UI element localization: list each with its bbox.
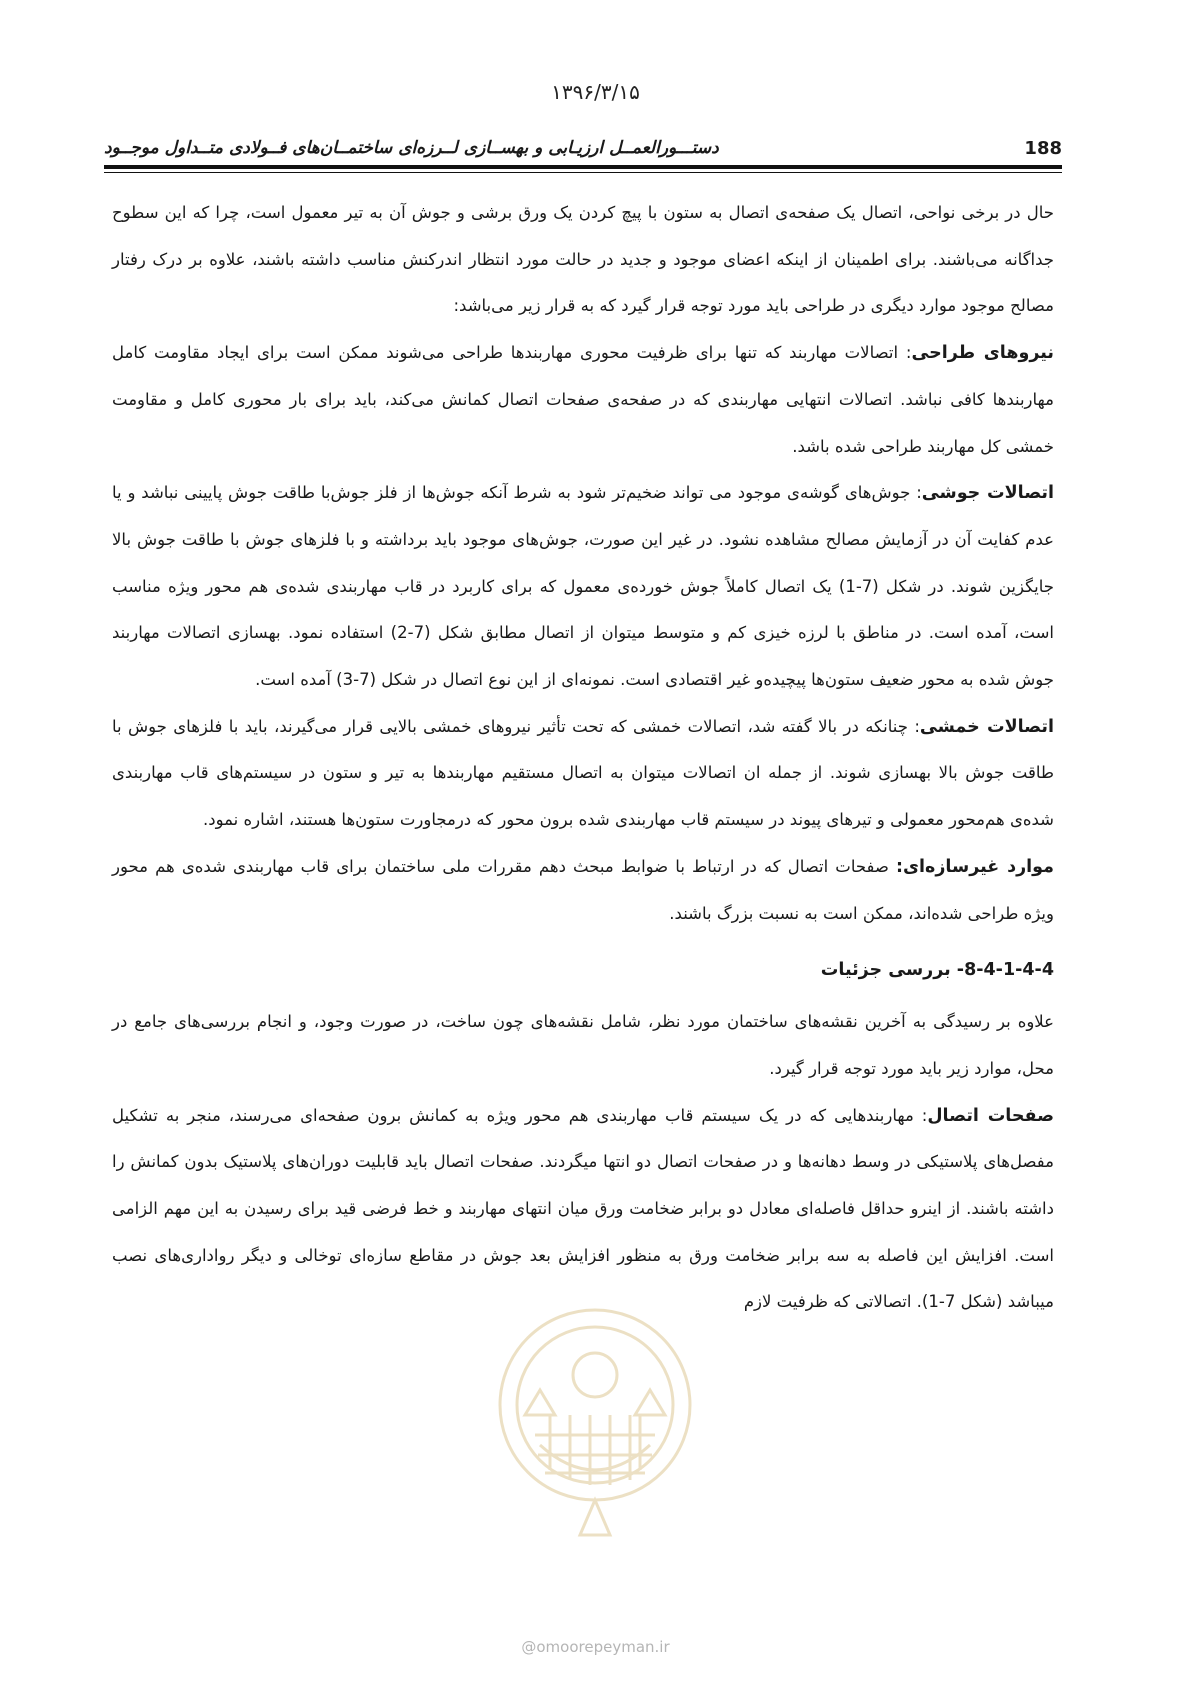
seal-emblem-icon [480,1295,710,1545]
term-design-forces: نیروهای طراحی [911,343,1054,364]
term-nonstructural: موارد غیرسازه‌ای: [895,856,1054,877]
text-gusset-plates: : مهاربندهایی که در یک سیستم قاب مهاربندی هم محور ویژه به کمانش برون صفحه‌ای می‌رسند، منجر به تشکیل مفصل‌های پلاستیکی در وسط دهانه‌ها و در صفحات اتصال دو انتها میگردند. صفحات اتصال باید قابلیت دوران‌های پلاستیک بدون کمانش را داشته باشند. از اینرو حداقل فاصله‌ای معادل دو برابر ضخامت ورق میان انتهای مهاربند و خط فرضی قید برای رسیدن به این مهم الزامی است. افزایش این فاصله به سه برابر ضخامت ورق به منظور افزایش بعد جوش در مقاطع سازه‌ای توخالی و دیگر رواداری‌های نصب میباشد (شکل 7-1). اتصالاتی که ظرفیت لازم [112,1105,1054,1312]
term-moment-connections: اتصالات خمشی [919,716,1054,737]
paragraph-welded-connections [112,470,1054,704]
section-heading: 8-4-1-4-4- بررسی جزئیات [820,960,1054,981]
paragraph-gusset-plates [112,1093,1054,1327]
term-gusset-plates: صفحات اتصال [927,1105,1054,1126]
text-nonstructural: صفحات اتصال که در ارتباط با ضوابط مبحث دهم مقررات ملی ساختمان برای قاب مهاربندی شده‌ی هم محور ویژه طراحی شده‌اند، ممکن است به نسبت بزرگ باشند. [112,856,1054,923]
paragraph-moment-connections [112,704,1054,844]
header-rule-thin [104,172,1062,173]
header-rule-thick [104,165,1062,169]
paragraph-details-intro: علاوه بر رسیدگی به آخرین نقشه‌های ساختمان مورد نظر، شامل نقشه‌های چون ساخت، در صورت وجود، و انجام بررسی‌های جامع در محل، موارد زیر باید مورد توجه قرار گیرد. [112,1012,1054,1078]
term-welded-connections: اتصالات جوشی [921,483,1055,504]
page-header [104,128,1062,168]
site-credit: @omoorepeyman.ir [521,1638,670,1656]
text-design-forces: : اتصالات مهاربند که تنها برای ظرفیت محوری مهاربندها طراحی می‌شوند ممکن است برای ایجاد مقاومت کامل مهاربندها کافی نباشد. اتصالات انتهایی مهاربندی که در صفحه‌ی صفحات اتصال کمانش می‌کند، باید برای بار محوری کامل و مقاومت خمشی کل مهاربند طراحی شده باشد. [112,343,1054,456]
document-date: ۱۳۹۶/۳/۱۵ [551,80,640,104]
text-moment-connections: : چنانکه در بالا گفته شد، اتصالات خمشی که تحت تأثیر نیروهای خمشی بالایی قرار می‌گیرند، باید با فلزهای جوش با طاقت جوش بالا بهسازی شوند. از جمله ان اتصالات میتوان به اتصال مستقیم مهاربندها به تیر و ستون در سیستم‌های قاب مهاربندی شده‌ی هم‌محور معمولی و تیرهای پیوند در سیستم قاب مهاربندی شده برون محور که درمجاورت ستون‌ها هستند، اشاره نمود. [112,716,1054,830]
body-text [112,190,1054,1326]
paragraph-nonstructural [112,844,1054,937]
paragraph-intro: حال در برخی نواحی، اتصال یک صفحه‌ی اتصال به ستون با پیچ کردن یک ورق برشی و جوش آن به تیر معمول است، چرا که این سطوح جداگانه می‌باشند. برای اطمینان از اینکه اعضای موجود و جدید در حالت مورد انتظار اندرکنش مناسب داشته باشند، علاوه بر درک رفتار مصالح موجود موارد دیگری در طراحی باید مورد توجه قرار گیرد که به قرار زیر می‌باشد: [112,203,1054,316]
page-number: 188 [1024,137,1062,159]
paragraph-design-forces [112,330,1054,470]
text-welded-connections: : جوش‌های گوشه‌ی موجود می تواند ضخیم‌تر شود به شرط آنکه جوش‌ها از فلز جوش‌با طاقت جوش پایینی نباشد و یا عدم کفایت آن در آزمایش مصالح مشاهده نشود. در غیر این صورت، جوش‌های موجود باید برداشته و با فلزهای جوش با طاقت جوش بالا جایگزین شوند. در شکل (7-1) یک اتصال کاملاً جوش خورده‌ی معمول که برای کاربرد در قاب مهاربندی شده‌ی هم محور ویژه مناسب است، آمده است. در مناطق با لرزه خیزی کم و متوسط میتوان از اتصال مطابق شکل (7-2) استفاده نمود. بهسازی اتصالات مهاربند جوش شده به محور ضعیف ستون‌ها پیچیده‌و غیر اقتصادی است. نمونه‌ای از این نوع اتصال در شکل (7-3) آمده است. [112,483,1054,690]
running-title: دستـــورالعمــل ارزیـابی و بهســازی لــرزه‌ای ساختمــان‌های فــولادی متــداول موجــود [104,138,719,158]
